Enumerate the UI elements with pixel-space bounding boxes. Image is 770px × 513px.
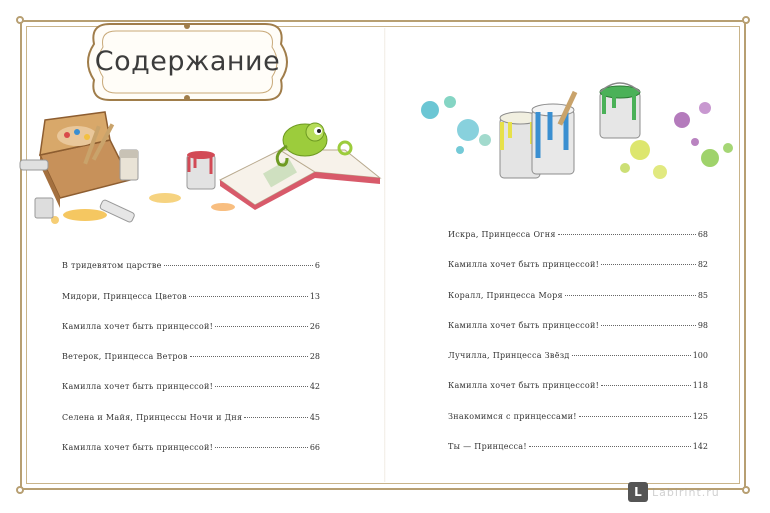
toc-entry-title: Ветерок, Принцесса Ветров <box>62 352 188 361</box>
toc-leader-dots <box>244 417 307 418</box>
toc-entry-title: Камилла хочет быть принцессой! <box>448 260 600 269</box>
toc-leader-dots <box>558 234 696 235</box>
watermark-logo-icon: L <box>628 482 648 502</box>
toc-leader-dots <box>579 416 691 417</box>
toc-entry[interactable] <box>62 352 320 361</box>
toc-page-number: 100 <box>692 351 708 360</box>
toc-entry-title: Знакомимся с принцессами! <box>448 412 577 421</box>
toc-page-number: 125 <box>692 412 708 421</box>
toc-entry[interactable] <box>62 261 320 270</box>
toc-entry[interactable] <box>448 351 708 360</box>
paint-can-icon <box>600 83 640 138</box>
paint-cans-illustration <box>410 80 740 200</box>
toc-entry-title: Коралл, Принцесса Моря <box>448 291 563 300</box>
toc-leader-dots <box>601 325 696 326</box>
toc-leader-dots <box>601 385 691 386</box>
toc-page-number: 118 <box>692 381 708 390</box>
toc-page-number: 28 <box>309 352 320 361</box>
title-plaque <box>80 14 295 110</box>
toc-page-number: 13 <box>309 292 320 301</box>
toc-entry[interactable] <box>448 291 708 300</box>
toc-entry[interactable] <box>62 443 320 452</box>
toc-entry-title: Камилла хочет быть принцессой! <box>448 381 600 390</box>
toc-entry-title: Ты — Принцесса! <box>448 442 527 451</box>
toc-entry-title: Искра, Принцесса Огня <box>448 230 556 239</box>
toc-page-number: 6 <box>314 261 320 270</box>
toc-entry[interactable] <box>62 382 320 391</box>
toc-leader-dots <box>601 264 696 265</box>
toc-entry[interactable] <box>448 260 708 269</box>
toc-page-number: 142 <box>692 442 708 451</box>
paint-can-icon <box>532 91 577 174</box>
toc-leader-dots <box>189 296 308 297</box>
toc-leader-dots <box>529 446 691 447</box>
toc-leader-dots <box>572 355 691 356</box>
toc-leader-dots <box>215 386 308 387</box>
paint-box-chameleon-illustration <box>15 110 385 235</box>
toc-page-number: 82 <box>697 260 708 269</box>
toc-leader-dots <box>190 356 308 357</box>
toc-leader-dots <box>164 265 313 266</box>
toc-entry-title: Камилла хочет быть принцессой! <box>62 322 214 331</box>
paint-splash-icon <box>51 193 235 224</box>
watermark <box>628 482 746 502</box>
toc-entry[interactable] <box>62 322 320 331</box>
paint-box-icon <box>20 112 138 223</box>
toc-entry-title: Лучилла, Принцесса Звёзд <box>448 351 570 360</box>
toc-entry-title: Камилла хочет быть принцессой! <box>62 443 214 452</box>
watermark-text: Labirint.ru <box>652 486 720 499</box>
toc-entry-title: Селена и Майя, Принцессы Ночи и Дня <box>62 413 243 422</box>
toc-page-number: 66 <box>309 443 320 452</box>
frame-corner-ornament <box>742 16 750 24</box>
toc-entry[interactable] <box>448 381 708 390</box>
toc-page-number: 45 <box>309 413 320 422</box>
toc-entry-title: В тридевятом царстве <box>62 261 162 270</box>
toc-entry[interactable] <box>448 230 708 239</box>
paint-splash-icon <box>421 96 733 179</box>
toc-page-number: 26 <box>309 322 320 331</box>
toc-entry[interactable] <box>448 412 708 421</box>
toc-page-number: 85 <box>697 291 708 300</box>
toc-entry-title: Камилла хочет быть принцессой! <box>448 321 600 330</box>
toc-entry[interactable] <box>62 413 320 422</box>
page-title: Содержание <box>94 46 281 77</box>
open-book-icon <box>220 150 380 210</box>
frame-corner-ornament <box>16 486 24 494</box>
toc-leader-dots <box>215 326 308 327</box>
toc-leader-dots <box>215 447 308 448</box>
toc-page-number: 98 <box>697 321 708 330</box>
toc-page-number: 68 <box>697 230 708 239</box>
toc-entry[interactable] <box>448 321 708 330</box>
toc-leader-dots <box>565 295 696 296</box>
toc-entry-title: Мидори, Принцесса Цветов <box>62 292 187 301</box>
toc-page-number: 42 <box>309 382 320 391</box>
frame-corner-ornament <box>16 16 24 24</box>
toc-entry-title: Камилла хочет быть принцессой! <box>62 382 214 391</box>
toc-entry[interactable] <box>448 442 708 451</box>
toc-entry[interactable] <box>62 292 320 301</box>
paint-can-icon <box>187 151 215 189</box>
